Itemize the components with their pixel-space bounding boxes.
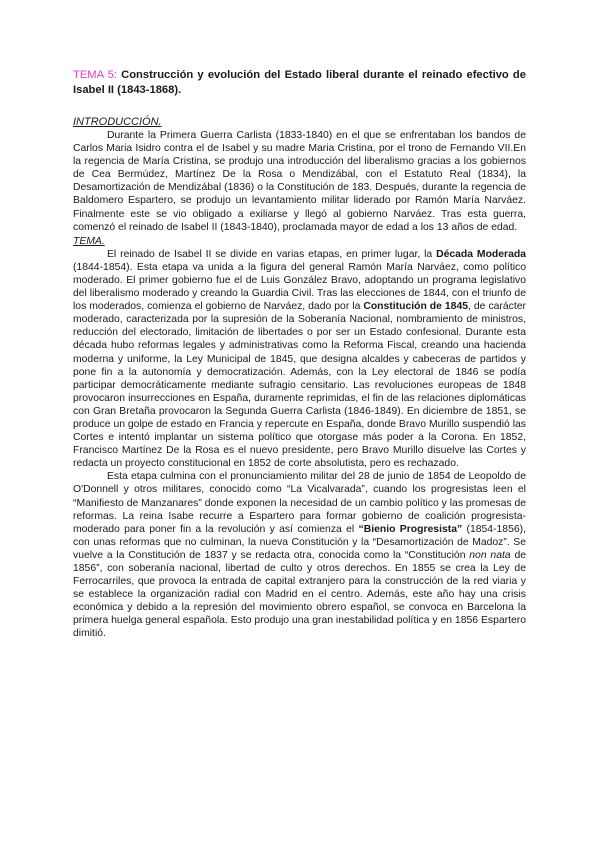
- intro-paragraph: Durante la Primera Guerra Carlista (1833-1840) en el que se enfrentaban los bandos de Carlos Maria Isidro contra el de Isabel y su madre Maria Cristina, por el trono de Fernando VII.En la regencia de María Cristina, se produjo una introducción del liberalismo gracias a los gobiernos de Cea Bermúdez, Martínez De la Rosa o Mendizábal, con el Estatuto Real (1834), la Desamortización de Mendizábal (1836) o la Constitución de 183. Después, durante la regencia de Baldomero Espartero, se produjo un levantamiento militar liderado por Ramón María Narváez. Finalmente este se vio obligado a exiliarse y llegó al gobierno Narváez. Tras esta guerra, comenzó el reinado de Isabel II (1843-1840), proclamada mayor de edad a los 13 años de edad.: [73, 130, 526, 233]
- p2-italic-non-nata: non nata: [469, 549, 511, 561]
- p2-text-2: (1854-1856), con unas reformas que no culminan, la nueva Constitución y la “Desamortización de Madoz”. Se vuelve a la Constitución de 1837 y se redacta otra, conocida como la “Constitución: [73, 523, 526, 561]
- document-page: [73, 68, 526, 641]
- p1-bold-decada-moderada: Década Moderada: [436, 248, 526, 260]
- document-title: [73, 68, 526, 97]
- paragraph-decada-moderada: [73, 248, 526, 471]
- p1-text-2: (1844-1854). Esta etapa va unida a la figura del general Ramón María Narváez, como político moderado. El primer gobierno fue el de Luis González Bravo, adoptando un programa legislativo del liberalismo moderado y creando la Guardia Civil. Tras las elecciones de 1844, con el triunfo de los moderados, comienza el gobierno de Narváez, dado por la: [73, 261, 526, 313]
- p2-text-3: de 1856”, con soberanía nacional, libertad de culto y otros derechos. En 1855 se crea la Ley de Ferrocarriles, que provoca la entrada de capital extranjero para la construcción de la red viaria y se establece la organización radial con Madrid en el centro. Además, este año hay una crisis económica y debido a la represión del movimiento obrero español, se convoca en Barcelona la primera huelga general española. Esto produjo una gran inestabilidad política y en 1856 Espartero dimitió.: [73, 549, 526, 640]
- paragraph-bienio-progresista: [73, 470, 526, 640]
- p1-text-1: El reinado de Isabel II se divide en varias etapas, en primer lugar, la: [107, 248, 437, 260]
- p2-bold-bienio-progresista: “Bienio Progresista”: [358, 523, 463, 535]
- title-prefix: TEMA 5:: [73, 69, 117, 81]
- tema-heading: TEMA.: [73, 235, 105, 247]
- p1-text-3: , de carácter moderado, caracterizada por la supresión de la Soberanía Nacional, nombramiento de ministros, reducción del electorado, limitación de libertades o por ser un Estado confesional. Durante esta década hubo reformas legales y administrativas como la Reforma Fiscal, creando una hacienda moderna y uniforme, la Ley Municipal de 1845, que designa alcaldes y cabeceras de partidos y pone fin a la autonomía y democratización. Además, con la Ley electoral de 1846 se podía participar democráticamente mediante sufragio censitario. Las revoluciones europeas de 1848 provocaron insurrecciones en España, duramente reprimidas, el fin de las relaciones diplomáticas con Gran Bretaña provocaron la Segunda Guerra Carlista (1846-1849). En diciembre de 1851, se produce un golpe de estado en Francia y repercute en España, donde Bravo Murillo suspendió las Cortes e intentó implantar un sistema político que otorgase más poder a la Corona. En 1852, Francisco Martínez De la Rosa es el nuevo presidente, pero Bravo Murillo disuelve las Cortes y redacta un proyecto constitucional en 1852 de corte absolutista, pero es rechazado.: [73, 301, 526, 470]
- intro-heading: INTRODUCCIÓN.: [73, 116, 162, 128]
- title-text: Construcción y evolución del Estado liberal durante el reinado efectivo de Isabel II (1843-1868).: [73, 69, 526, 96]
- p1-bold-constitucion-1845: Constitución de 1845: [363, 301, 469, 313]
- p2-text-1: Esta etapa culmina con el pronunciamiento militar del 28 de junio de 1854 de Leopoldo de O'Donnell y otros militares, conocido como “La Vicalvarada”, cuando los progresistas leen el “Manifiesto de Manzanares” donde exponen la necesidad de un cambio político y las promesas de reformas. La reina Isabe recurre a Espartero para formar gobierno de coalición progresista-moderado para poner fin a la revolución y así comienza el: [73, 471, 526, 535]
